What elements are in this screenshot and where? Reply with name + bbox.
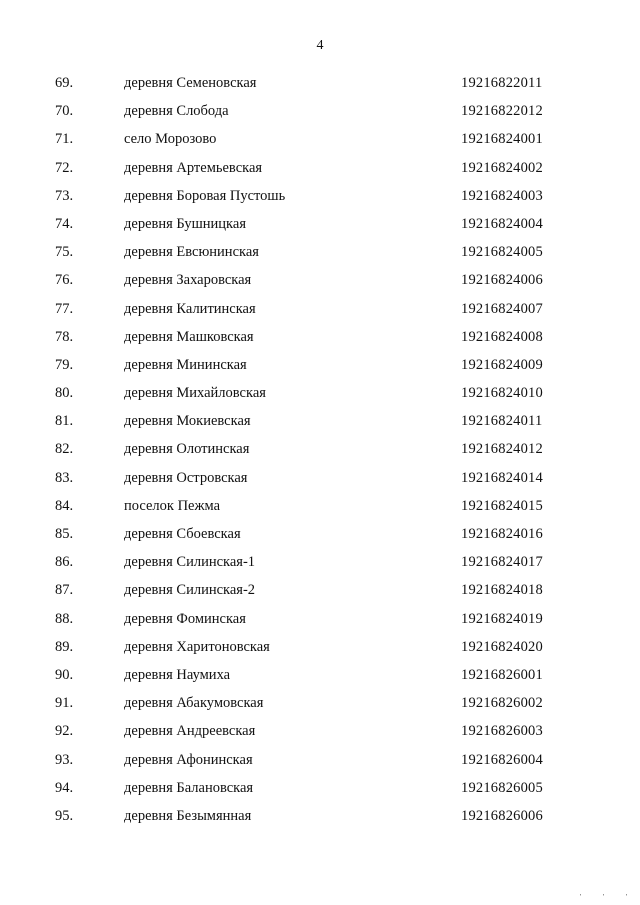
oktmo-code: 19216824009: [461, 356, 543, 373]
settlement-name: поселок Пежма: [124, 497, 221, 514]
settlement-name: деревня Мининская: [124, 356, 247, 373]
list-row: [0, 578, 640, 606]
list-row: [0, 522, 640, 550]
row-number: 70.: [55, 103, 74, 120]
list-row: [0, 381, 640, 409]
list-row: [0, 184, 640, 212]
row-number: 75.: [55, 244, 74, 261]
settlement-name: деревня Фоминская: [124, 610, 246, 627]
oktmo-code: 19216824016: [461, 526, 543, 542]
list-row: [0, 99, 640, 127]
list-row: [0, 466, 640, 494]
settlement-name: деревня Балановская: [124, 779, 254, 796]
list-row: [0, 550, 640, 578]
row-number: 80.: [55, 385, 74, 402]
list-row: [0, 663, 640, 691]
settlement-name: деревня Евсюнинская: [124, 244, 259, 261]
oktmo-code: 19216824006: [461, 272, 543, 289]
settlement-name: деревня Наумиха: [124, 666, 231, 683]
oktmo-code: 19216824003: [461, 187, 543, 204]
row-number: 85.: [55, 526, 74, 542]
oktmo-code: 19216824020: [461, 638, 543, 655]
row-number: 89.: [55, 638, 74, 655]
oktmo-code: 19216826002: [461, 695, 543, 712]
settlement-name: деревня Михайловская: [124, 385, 266, 402]
row-number: 88.: [55, 610, 74, 627]
list-row: [0, 212, 640, 240]
oktmo-code: 19216824012: [461, 441, 543, 458]
settlement-name: деревня Силинская-1: [124, 554, 256, 571]
oktmo-code: 19216824002: [461, 159, 543, 176]
settlement-name: деревня Бушницкая: [124, 215, 246, 232]
oktmo-code: 19216824001: [461, 131, 543, 148]
scan-artifact-marks: ' ' ': [580, 893, 638, 901]
settlement-name: деревня Андреевская: [124, 723, 256, 740]
oktmo-code: 19216824007: [461, 300, 543, 317]
oktmo-code: 19216826004: [461, 751, 543, 768]
oktmo-code: 19216824015: [461, 497, 543, 514]
oktmo-code: 19216824017: [461, 554, 543, 571]
settlement-name: деревня Абакумовская: [124, 695, 264, 712]
settlement-name: деревня Артемьевская: [124, 159, 263, 176]
list-row: [0, 607, 640, 635]
oktmo-code: 19216826006: [461, 807, 543, 824]
row-number: 77.: [55, 300, 74, 317]
row-number: 73.: [55, 187, 74, 204]
settlement-list: [0, 71, 640, 832]
list-row: [0, 409, 640, 437]
list-row: [0, 71, 640, 99]
row-number: 84.: [55, 497, 74, 514]
list-row: [0, 240, 640, 268]
settlement-name: деревня Харитоновская: [124, 638, 270, 655]
row-number: 81.: [55, 413, 74, 430]
page-number: 4: [316, 38, 324, 53]
list-row: [0, 297, 640, 325]
row-number: 72.: [55, 159, 74, 176]
list-row: [0, 494, 640, 522]
oktmo-code: 19216824004: [461, 215, 543, 232]
settlement-name: деревня Островская: [124, 469, 248, 486]
oktmo-code: 19216824008: [461, 328, 543, 345]
oktmo-code: 19216824014: [461, 469, 543, 486]
list-row: [0, 437, 640, 465]
settlement-name: деревня Безымянная: [124, 807, 252, 824]
settlement-name: деревня Афонинская: [124, 751, 253, 768]
settlement-name: деревня Сбоевская: [124, 526, 241, 542]
row-number: 94.: [55, 779, 74, 796]
row-number: 90.: [55, 666, 74, 683]
list-row: [0, 156, 640, 184]
settlement-name: деревня Мокиевская: [124, 413, 251, 430]
settlement-name: деревня Калитинская: [124, 300, 256, 317]
oktmo-code: 19216824011: [461, 413, 543, 430]
settlement-name: деревня Силинская-2: [124, 582, 256, 599]
oktmo-code: 19216824005: [461, 244, 543, 261]
row-number: 69.: [55, 75, 74, 91]
list-row: [0, 127, 640, 155]
oktmo-code: 19216826003: [461, 723, 543, 740]
row-number: 76.: [55, 272, 74, 289]
settlement-name: село Морозово: [124, 131, 217, 148]
list-row: [0, 268, 640, 296]
oktmo-code: 19216824010: [461, 385, 543, 402]
list-row: [0, 691, 640, 719]
row-number: 91.: [55, 695, 74, 712]
row-number: 74.: [55, 215, 74, 232]
settlement-name: деревня Машковская: [124, 328, 254, 345]
settlement-name: деревня Захаровская: [124, 272, 252, 289]
list-row: [0, 353, 640, 381]
oktmo-code: 19216824019: [461, 610, 543, 627]
row-number: 79.: [55, 356, 74, 373]
oktmo-code: 19216826005: [461, 779, 543, 796]
oktmo-code: 19216822012: [461, 103, 543, 120]
settlement-name: деревня Семеновская: [124, 75, 257, 91]
list-row: [0, 748, 640, 776]
list-row: [0, 804, 640, 832]
row-number: 95.: [55, 807, 74, 824]
row-number: 92.: [55, 723, 74, 740]
settlement-name: деревня Слобода: [124, 103, 229, 120]
oktmo-code: 19216822011: [461, 75, 543, 91]
settlement-name: деревня Олотинская: [124, 441, 250, 458]
settlement-name: деревня Боровая Пустошь: [124, 187, 286, 204]
oktmo-code: 19216824018: [461, 582, 543, 599]
list-row: [0, 635, 640, 663]
row-number: 78.: [55, 328, 74, 345]
row-number: 71.: [55, 131, 74, 148]
row-number: 82.: [55, 441, 74, 458]
row-number: 86.: [55, 554, 74, 571]
row-number: 83.: [55, 469, 74, 486]
list-row: [0, 719, 640, 747]
list-row: [0, 325, 640, 353]
row-number: 87.: [55, 582, 74, 599]
list-row: [0, 776, 640, 804]
row-number: 93.: [55, 751, 74, 768]
oktmo-code: 19216826001: [461, 666, 543, 683]
